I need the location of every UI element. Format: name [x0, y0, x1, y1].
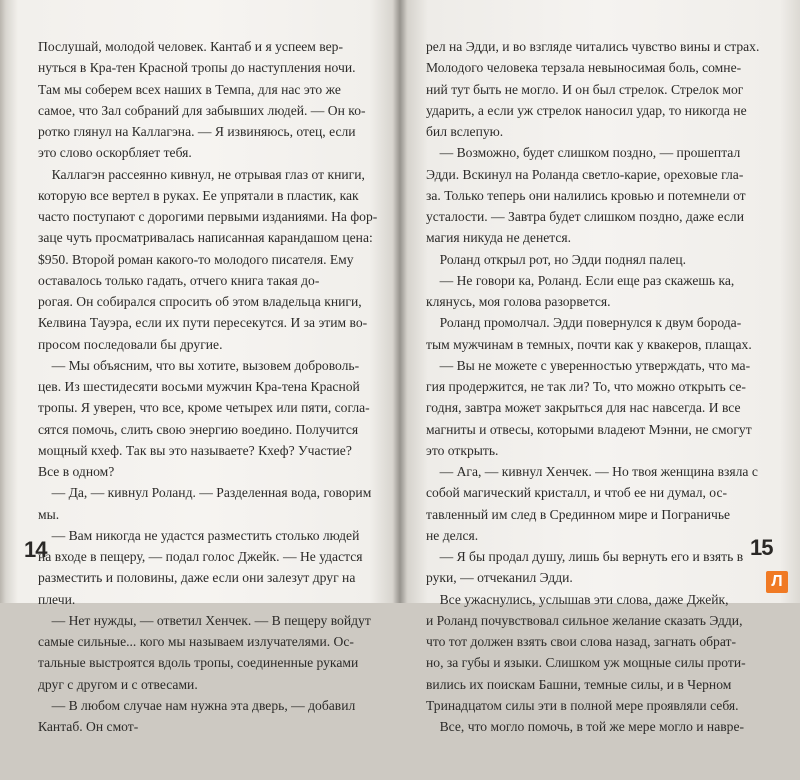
left-page-line: друг с другом и с отвесами.: [38, 676, 198, 692]
right-page-line: — Я бы продал душу, лишь бы вернуть его и взять в: [426, 549, 744, 564]
left-page-line: Там мы соберем всех наших в Темпа, для нас это же: [38, 81, 341, 97]
right-page-line: Все ужаснулись, услышав эти слова, даже Джейк,: [426, 591, 729, 607]
left-page-line: сятся помочь, слить свою энергию воедино. Получится: [38, 421, 359, 437]
left-page-number: 14: [24, 537, 47, 562]
left-page-line: ротко глянул на Каллагэна. — Я извиняюсь, отец, если: [38, 124, 356, 139]
left-page-line: самые сильные... кого мы называем излучателями. Ос-: [38, 634, 354, 649]
right-page-text: [426, 36, 790, 780]
right-page-line: Эдди. Вскинул на Роланда светло-карие, ореховые гла-: [426, 166, 744, 182]
right-page-line: [426, 737, 790, 758]
left-page-line: оставалось только гадать, отчего книга такая до-: [38, 272, 320, 288]
right-page-line: собой магический кристалл, и чтоб ее ни думал, ос-: [426, 485, 728, 501]
right-page-line: и Роланд почувствовал сильное желание сказать Эдди,: [426, 612, 743, 628]
left-page-line: — Вам никогда не удастся разместить столько людей: [38, 527, 360, 543]
left-page-line: — Мы объясним, что вы хотите, вызовем доброволь-: [38, 357, 360, 373]
left-page-line: — Да, — кивнул Роланд. — Разделенная вода, говорим: [38, 485, 372, 501]
left-page-line: плечи.: [38, 591, 76, 607]
right-page-line: рел на Эдди, и во взгляде читались чувство вины и страх.: [426, 39, 760, 54]
publisher-logo-icon: Л: [766, 571, 788, 593]
left-page-line: которую все вертел в руках. Ее упрятали в пластик, как: [38, 187, 359, 203]
right-page-line: Роланд промолчал. Эдди повернулся к двум борода-: [426, 315, 742, 331]
left-page-line: мощный кхеф. Так вы это называете? Кхеф? Участие?: [38, 442, 352, 458]
left-page-line: [38, 737, 390, 758]
right-page-line: но, за губы и языки. Слишком уж мощные силы проти-: [426, 655, 746, 671]
left-page-line: тропы. Я уверен, что все, кроме четырех или пяти, согла-: [38, 400, 370, 416]
right-page-line: за. Только теперь они налились кровью и потемнели от: [426, 187, 746, 203]
right-page-line: это открыть.: [426, 442, 499, 458]
left-page-text: [38, 36, 390, 780]
left-page-line: — В любом случае нам нужна эта дверь, — добавил: [38, 697, 356, 713]
left-page-line: тальные выстроятся вдоль тропы, соединенные руками: [38, 655, 359, 671]
right-page-line: не делся.: [426, 527, 479, 543]
left-page-line: Послушай, молодой человек. Кантаб и я успеем вер-: [38, 39, 344, 54]
left-page-line: — Нет нужды, — ответил Хенчек. — В пещеру войдут: [38, 612, 371, 628]
left-page-line: нуться в Кра-тен Красной тропы до наступления ночи.: [38, 60, 356, 76]
right-page-line: что тот должен взять свои слова назад, загнать обрат-: [426, 634, 737, 649]
right-page-line: ний тут быть не могло. И он был стрелок. Стрелок мог: [426, 81, 744, 97]
right-page-line: — Ага, — кивнул Хенчек. — Но твоя женщина взяла с: [426, 464, 758, 479]
left-page-line: [38, 759, 390, 780]
right-page-line: — Вы не можете с уверенностью утверждать, что ма-: [426, 357, 751, 373]
right-page-line: вились их поискам Башни, темные силы, и в Черном: [426, 676, 732, 692]
left-page-line: на входе в пещеру, — подал голос Джейк. — Не удастся: [38, 549, 363, 564]
right-page-line: тым мужчинам в темных, почти как у квакеров, плащах.: [426, 336, 752, 352]
left-page-line: часто поступают с дорогими первыми изданиями. На фор-: [38, 209, 378, 224]
right-page-line: магия никуда не денется.: [426, 230, 572, 246]
left-page-line: это слово оскорбляет тебя.: [38, 145, 192, 161]
left-page-line: Все в одном?: [38, 464, 115, 479]
right-page-line: клянусь, моя голова разорвется.: [426, 294, 611, 309]
right-page-line: Тринадцатом силы эти в полной мере проявляли себя.: [426, 697, 739, 713]
left-page-line: цев. Из шестидесяти восьми мужчин Кра-тена Красной: [38, 379, 360, 394]
right-page-line: годня, завтра может закрыться для нас навсегда. И все: [426, 400, 741, 416]
left-page-line: просом последовали бы другие.: [38, 336, 223, 352]
right-page-line: бил вслепую.: [426, 124, 504, 139]
right-page-line: магниты и отвесы, которыми владеют Мэнни, не смогут: [426, 421, 752, 437]
right-page-line: тавленный им след в Срединном мире и Пограничье: [426, 506, 731, 522]
right-page-line: гия продержится, не так ли? То, что можно открыть се-: [426, 379, 746, 394]
right-page: [402, 0, 800, 734]
right-page-line: усталости. — Завтра будет слишком поздно, даже если: [426, 209, 744, 224]
left-page-line: рогая. Он собирался спросить об этом владельца книги,: [38, 294, 362, 309]
left-page-line: Каллагэн рассеянно кивнул, не отрывая глаз от книги,: [38, 166, 365, 182]
right-page-line: Молодого человека терзала невыносимая боль, сомне-: [426, 60, 742, 76]
right-page-line: — Не говори ка, Роланд. Если еще раз скажешь ка,: [426, 272, 735, 288]
right-page-line: ударить, а если уж стрелок наносил удар, то никогда не: [426, 102, 747, 118]
right-page-line: [426, 759, 790, 780]
right-page-line: Роланд открыл рот, но Эдди поднял палец.: [426, 251, 687, 267]
right-page-line: — Возможно, будет слишком поздно, — прошептал: [426, 145, 741, 161]
left-page-line: Кантаб. Он смот-: [38, 719, 139, 734]
right-page-line: руки, — отчеканил Эдди.: [426, 570, 573, 586]
right-page-number: 15: [750, 535, 773, 560]
left-page-line: $950. Второй роман какого-то молодого писателя. Ему: [38, 251, 354, 267]
left-page-line: мы.: [38, 506, 60, 522]
left-page-line: заце чуть просматривалась написанная карандашом цена:: [38, 230, 373, 246]
left-page-line: самое, что Зал собраний для забывших людей. — Он ко-: [38, 102, 366, 118]
left-page-line: Келвина Тауэра, если их пути пересекутся. И за этим во-: [38, 315, 368, 331]
left-page-line: разместить и половины, даже если они залезут друг на: [38, 570, 356, 586]
right-page-line: Все, что могло помочь, в той же мере могло и навре-: [426, 719, 745, 734]
left-page: [0, 0, 398, 734]
